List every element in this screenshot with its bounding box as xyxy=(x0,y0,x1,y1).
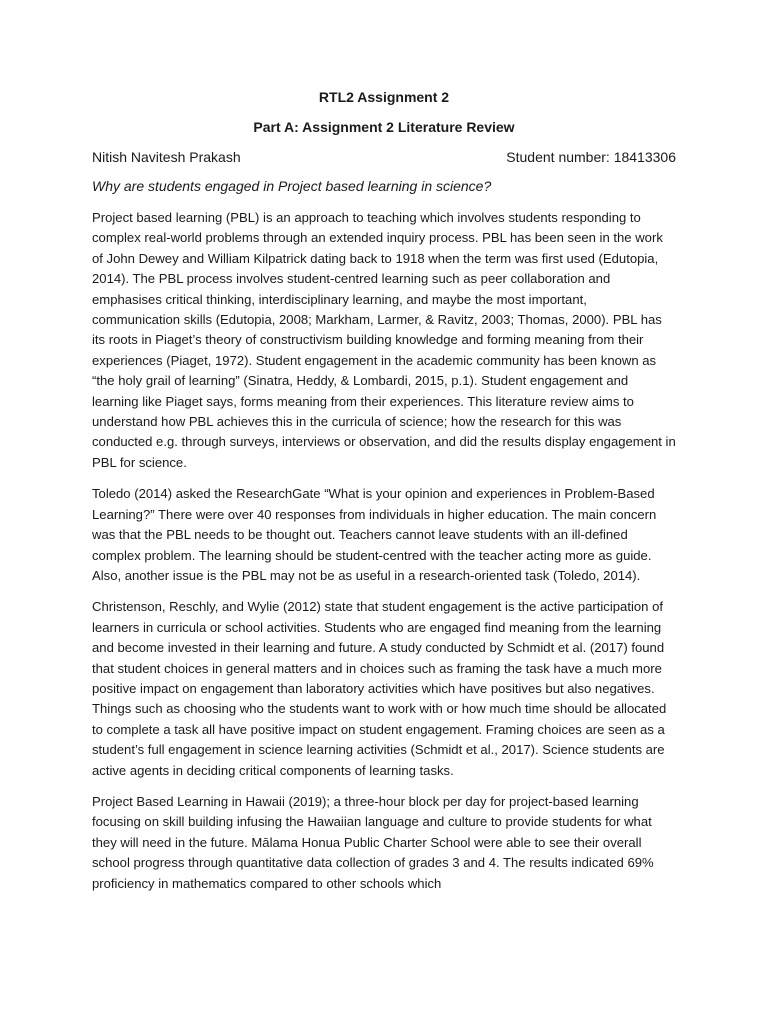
paragraph-intro: Project based learning (PBL) is an approach to teaching which involves students responding to complex real-world problems through an extended inquiry process. PBL has been seen in the work of John Dewey and William Kilpatrick dating back to 1918 when the term was first used (Edutopia, 2014). The PBL process involves student-centred learning such as peer collaboration and emphasises critical thinking, interdisciplinary learning, and maybe the most important, communication skills (Edutopia, 2008; Markham, Larmer, & Ravitz, 2003; Thomas, 2000). PBL has its roots in Piaget’s theory of constructivism building knowledge and forming meaning from their experiences (Piaget, 1972). Student engagement in the academic community has been known as “the holy grail of learning” (Sinatra, Heddy, & Lombardi, 2015, p.1). Student engagement and learning like Piaget says, forms meaning from their experiences. This literature review aims to understand how PBL achieves this in the curricula of science; how the research for this was conducted e.g. through surveys, interviews or observation, and did the results display engagement in PBL for science. xyxy=(92,210,676,470)
paragraph-hawaii: Project Based Learning in Hawaii (2019); a three-hour block per day for project-based learning focusing on skill building infusing the Hawaiian language and culture to provide students for what they will need in the future. Mālama Honua Public Charter School were able to see their overall school progress through quantitative data collection of grades 3 and 4. The results indicated 69% proficiency in mathematics compared to other schools which xyxy=(92,793,654,891)
author-name: Nitish Navitesh Prakash xyxy=(92,149,241,165)
student-number: Student number: 18413306 xyxy=(506,149,676,165)
document-subtitle: Part A: Assignment 2 Literature Review xyxy=(253,119,515,135)
paragraph-christenson: Christenson, Reschly, and Wylie (2012) state that student engagement is the active participation of learners in curricula or school activities. Students who are engaged find meaning from the learning and become invested in their learning and future. A study conducted by Schmidt et al. (2017) found that student choices in general matters and in choices such as framing the task have a much more positive impact on engagement than laboratory activities which have positives but also negatives. Things such as choosing who the students want to work with or how much time should be allocated to complete a task all have positive impact on student engagement. Framing choices are seen as a student’s full engagement in science learning activities (Schmidt et al., 2017). Science students are active agents in deciding critical components of learning tasks. xyxy=(92,599,667,778)
research-question: Why are students engaged in Project based learning in science? xyxy=(92,178,492,194)
paragraph-toledo: Toledo (2014) asked the ResearchGate “What is your opinion and experiences in Problem-Based Learning?” There were over 40 responses from individuals in higher education. The main concern was that the PBL needs to be thought out. Teachers cannot leave students with an ill-defined complex problem. The learning should be student-centred with the teacher acting more as guide. Also, another issue is the PBL may not be as useful in a research-oriented task (Toledo, 2014). xyxy=(92,486,657,583)
author-row xyxy=(92,148,676,166)
document-title: RTL2 Assignment 2 xyxy=(318,89,450,105)
